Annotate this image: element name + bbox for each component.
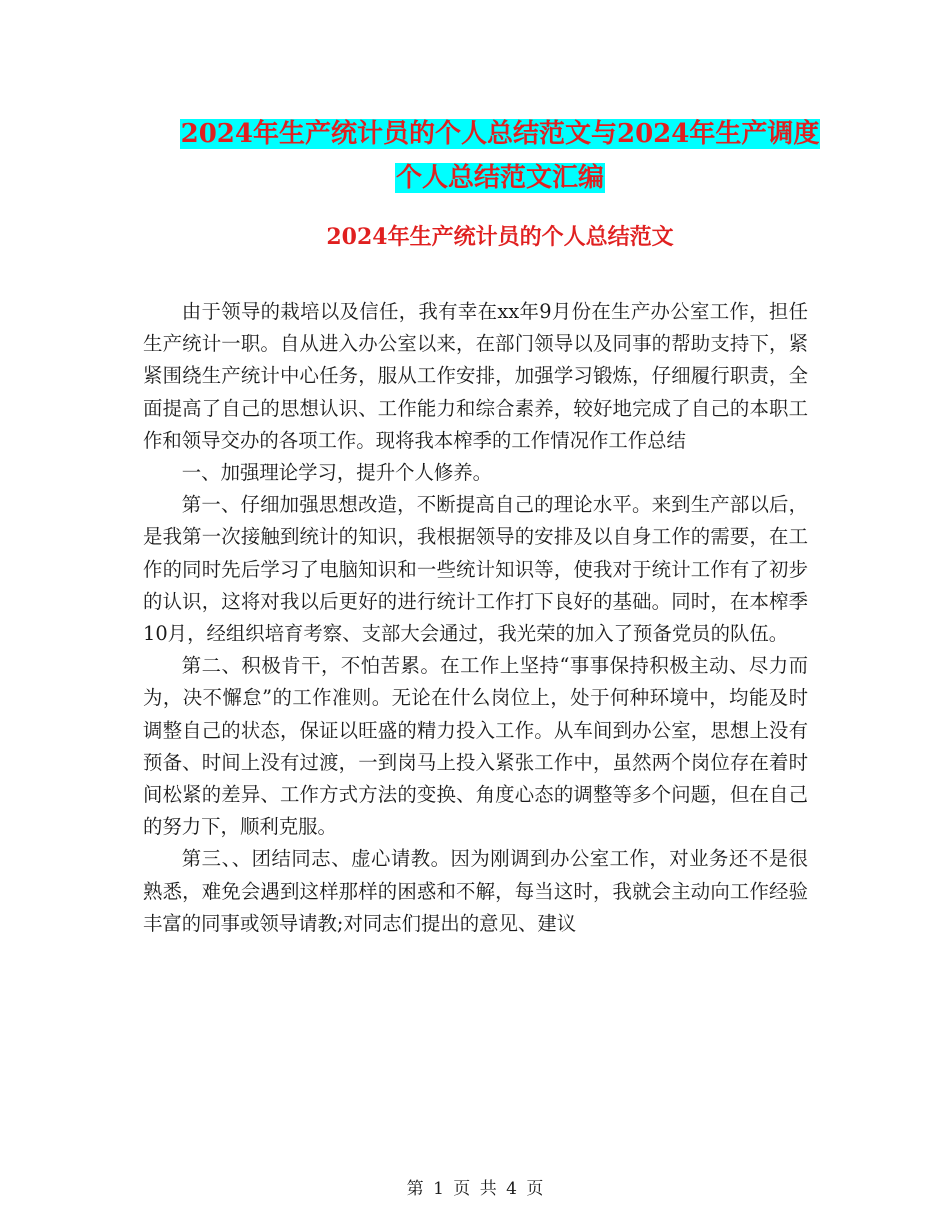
page-number-footer: 第 1 页 共 4 页 — [406, 1179, 544, 1199]
paragraph-heading-1: 一、加强理论学习，提升个人修养。 — [181, 461, 493, 485]
document-title — [140, 112, 860, 200]
document-title-line-1: 2024年生产统计员的个人总结范文与2024年生产调度 — [180, 119, 820, 149]
document-body — [143, 296, 808, 940]
section-title: 2024年生产统计员的个人总结范文 — [326, 224, 674, 250]
paragraph-third: 第三、、团结同志、虚心请教。因为刚调到办公室工作，对业务还不是很熟悉，难免会遇到这样那样的困惑和不解，每当这时，我就会主动向工作经验丰富的同事或领导请教;对同志们提出的意见、建议 — [143, 847, 808, 935]
document-title-line-2: 个人总结范文汇编 — [395, 163, 604, 193]
paragraph-first: 第一、仔细加强思想改造，不断提高自己的理论水平。来到生产部以后，是我第一次接触到统计的知识，我根据领导的安排及以自身工作的需要，在工作的同时先后学习了电脑知识和一些统计知识等，使我对于统计工作有了初步的认识，这将对我以后更好的进行统计工作打下良好的基础。同时，在本榨季10月，经组织培育考察、支部大会通过，我光荣的加入了预备党员的队伍。 — [143, 493, 808, 646]
paragraph-second: 第二、积极肯干，不怕苦累。在工作上坚持“事事保持积极主动、尽力而为，决不懈怠”的工作准则。无论在什么岗位上，处于何种环境中，均能及时调整自己的状态，保证以旺盛的精力投入工作。从车间到办公室，思想上没有预备、时间上没有过渡，一到岗马上投入紧张工作中，虽然两个岗位存在着时间松紧的差异、工作方式方法的变换、角度心态的调整等多个问题，但在自己的努力下，顺利克服。 — [143, 654, 808, 839]
paragraph-intro: 由于领导的栽培以及信任，我有幸在xx年9月份在生产办公室工作，担任生产统计一职。自从进入办公室以来，在部门领导以及同事的帮助支持下，紧紧围绕生产统计中心任务，服从工作安排，加强学习锻炼，仔细履行职责，全面提高了自己的思想认识、工作能力和综合素养，较好地完成了自己的本职工作和领导交办的各项工作。现将我本榨季的工作情况作工作总结 — [143, 300, 808, 452]
